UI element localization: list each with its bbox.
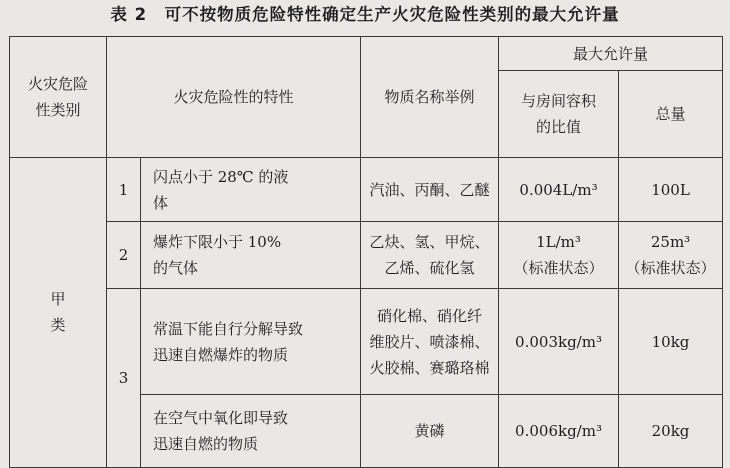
- table-row: [10, 288, 723, 395]
- table-title: 表 2 可不按物质危险特性确定生产火灾危险性类别的最大允许量: [110, 5, 620, 24]
- total-cell: 20kg: [619, 395, 723, 468]
- ratio-cell: 0.006kg/m³: [499, 395, 619, 468]
- header-max-allowed: 最大允许量: [499, 37, 723, 71]
- header-examples: 物质名称举例: [361, 37, 499, 158]
- header-category: 火灾危险 性类别: [10, 37, 107, 158]
- total-cell: 25m³ （标准状态）: [619, 222, 723, 288]
- characteristic-cell: 闪点小于 28℃ 的液 体: [141, 157, 361, 221]
- max-allowance-table: [9, 36, 723, 468]
- characteristic-cell: 常温下能自行分解导致 迅速自燃爆炸的物质: [141, 288, 361, 395]
- examples-cell: 硝化棉、硝化纤 维胶片、喷漆棉、 火胶棉、赛璐珞棉: [361, 288, 499, 395]
- ratio-cell: 1L/m³ （标准状态）: [499, 222, 619, 288]
- total-cell: 10kg: [619, 288, 723, 395]
- table-row: [10, 157, 723, 221]
- examples-cell: 乙炔、氢、甲烷、 乙烯、硫化氢: [361, 222, 499, 288]
- total-cell: 100L: [619, 157, 723, 221]
- table-row: [10, 222, 723, 288]
- ratio-cell: 0.004L/m³: [499, 157, 619, 221]
- examples-cell: 黄磷: [361, 395, 499, 468]
- characteristic-cell: 在空气中氧化即导致 迅速自燃的物质: [141, 395, 361, 468]
- row-number: 1: [107, 157, 141, 221]
- row-number: 3: [107, 288, 141, 467]
- category-cell: 甲 类: [10, 157, 107, 467]
- row-number: 2: [107, 222, 141, 288]
- ratio-cell: 0.003kg/m³: [499, 288, 619, 395]
- header-characteristic: 火灾危险性的特性: [107, 37, 361, 158]
- characteristic-cell: 爆炸下限小于 10% 的气体: [141, 222, 361, 288]
- header-total: 总量: [619, 71, 723, 158]
- header-row-1: [10, 37, 723, 71]
- examples-cell: 汽油、丙酮、乙醚: [361, 157, 499, 221]
- header-ratio: 与房间容积 的比值: [499, 71, 619, 158]
